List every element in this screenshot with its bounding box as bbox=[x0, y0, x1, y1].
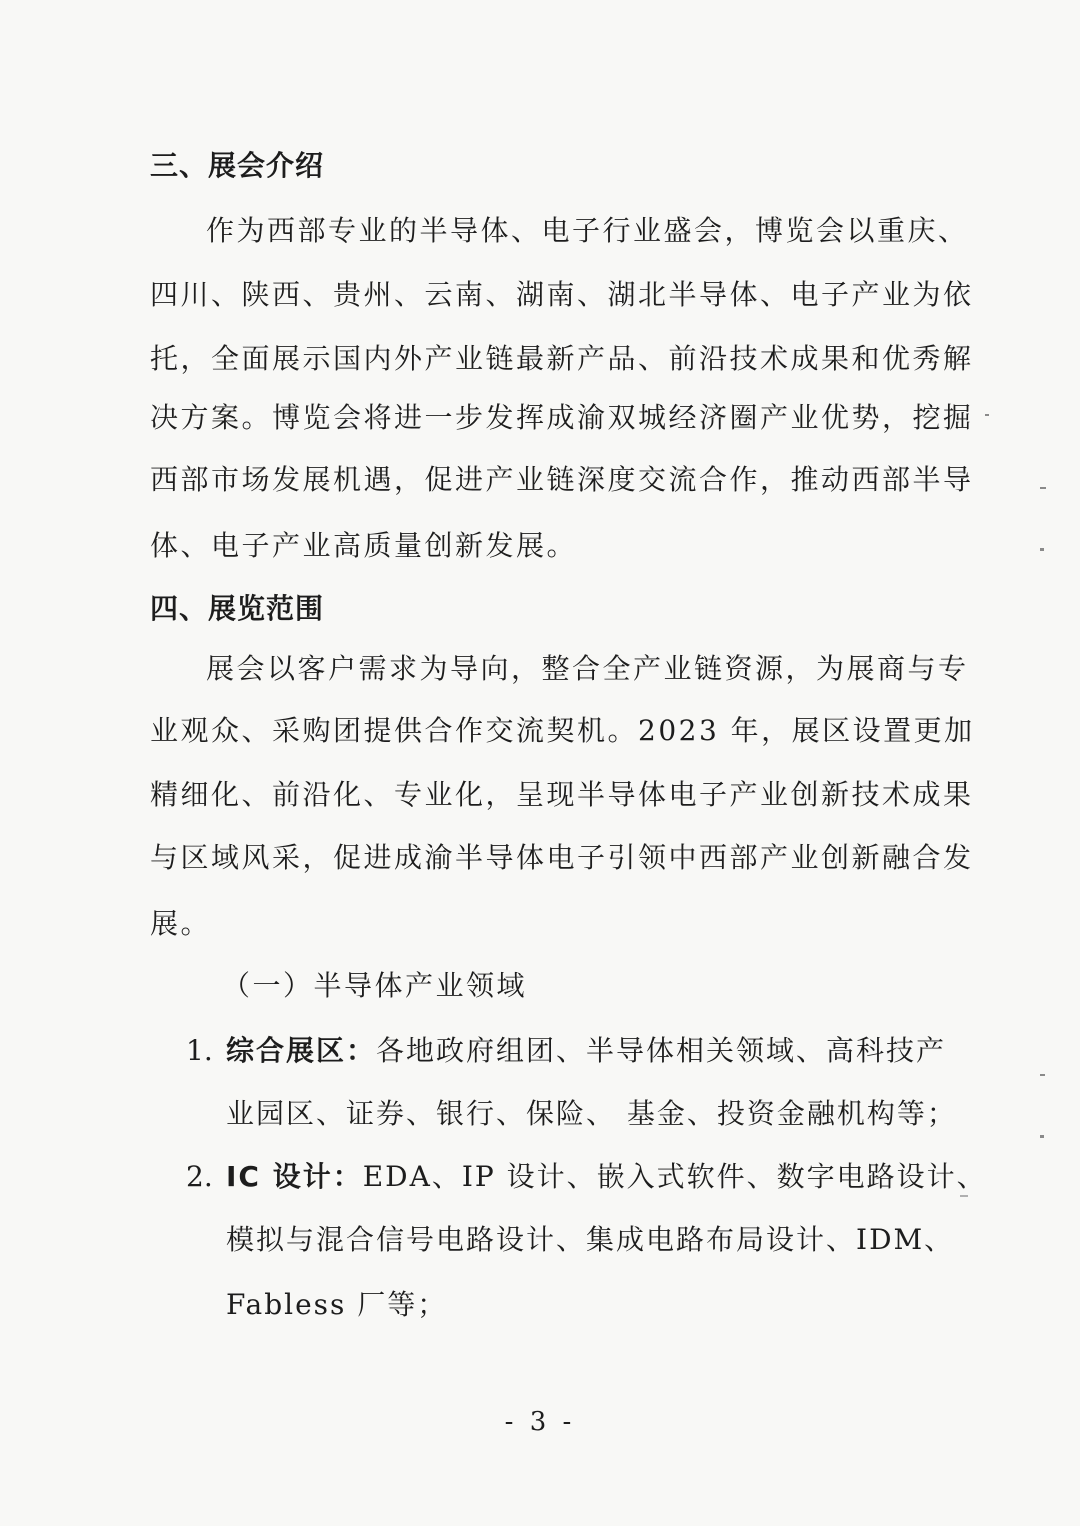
paragraph-line: 体、电子产业高质量创新发展。 bbox=[150, 529, 578, 562]
paragraph-line: 托，全面展示国内外产业链最新产品、前沿技术成果和优秀解 bbox=[150, 342, 974, 375]
scan-speck bbox=[1040, 1135, 1044, 1138]
scan-speck bbox=[960, 1195, 968, 1197]
paragraph-line: 四川、陕西、贵州、云南、湖南、湖北半导体、电子产业为依 bbox=[150, 278, 974, 311]
list-item-label: IC 设计： bbox=[226, 1160, 363, 1193]
page-number: - 3 - bbox=[504, 1407, 576, 1437]
list-item-number: 1. bbox=[186, 1034, 213, 1067]
paragraph-line: 精细化、前沿化、专业化，呈现半导体电子产业创新技术成果 bbox=[150, 778, 974, 811]
paragraph-line: 业观众、采购团提供合作交流契机。2023 年，展区设置更加 bbox=[150, 714, 975, 747]
list-item-text: 各地政府组团、半导体相关领域、高科技产 bbox=[376, 1034, 947, 1067]
paragraph-line: 与区域风采，促进成渝半导体电子引领中西部产业创新融合发 bbox=[150, 841, 974, 874]
scan-speck bbox=[985, 414, 989, 416]
paragraph-line: 作为西部专业的半导体、电子行业盛会，博览会以重庆、 bbox=[206, 214, 969, 247]
scan-speck bbox=[1040, 548, 1044, 551]
list-item-number: 2. bbox=[186, 1160, 213, 1193]
paragraph-line: 展。 bbox=[150, 907, 212, 940]
list-item-text: EDA、IP 设计、嵌入式软件、数字电路设计、 bbox=[362, 1160, 987, 1193]
scan-speck bbox=[1040, 487, 1046, 489]
section-heading-exhibition-intro: 三、展会介绍 bbox=[150, 149, 325, 182]
paragraph-line: 西部市场发展机遇，促进产业链深度交流合作，推动西部半导 bbox=[150, 463, 974, 496]
section-heading-exhibition-scope: 四、展览范围 bbox=[150, 592, 325, 625]
paragraph-line: 展会以客户需求为导向，整合全产业链资源，为展商与专 bbox=[206, 652, 969, 685]
list-item-continuation: 模拟与混合信号电路设计、集成电路布局设计、IDM、 bbox=[226, 1223, 955, 1256]
paragraph-line: 决方案。博览会将进一步发挥成渝双城经济圈产业优势，挖掘 bbox=[150, 401, 974, 434]
scan-speck bbox=[1040, 1074, 1045, 1076]
list-item-continuation: 业园区、证券、银行、保险、 基金、投资金融机构等； bbox=[226, 1097, 957, 1130]
list-item-continuation: Fabless 厂等； bbox=[226, 1288, 448, 1321]
list-item-label: 综合展区： bbox=[226, 1034, 377, 1067]
list-item bbox=[226, 1031, 947, 1071]
list-item bbox=[226, 1157, 987, 1197]
subsection-heading: （一）半导体产业领域 bbox=[222, 969, 528, 1002]
